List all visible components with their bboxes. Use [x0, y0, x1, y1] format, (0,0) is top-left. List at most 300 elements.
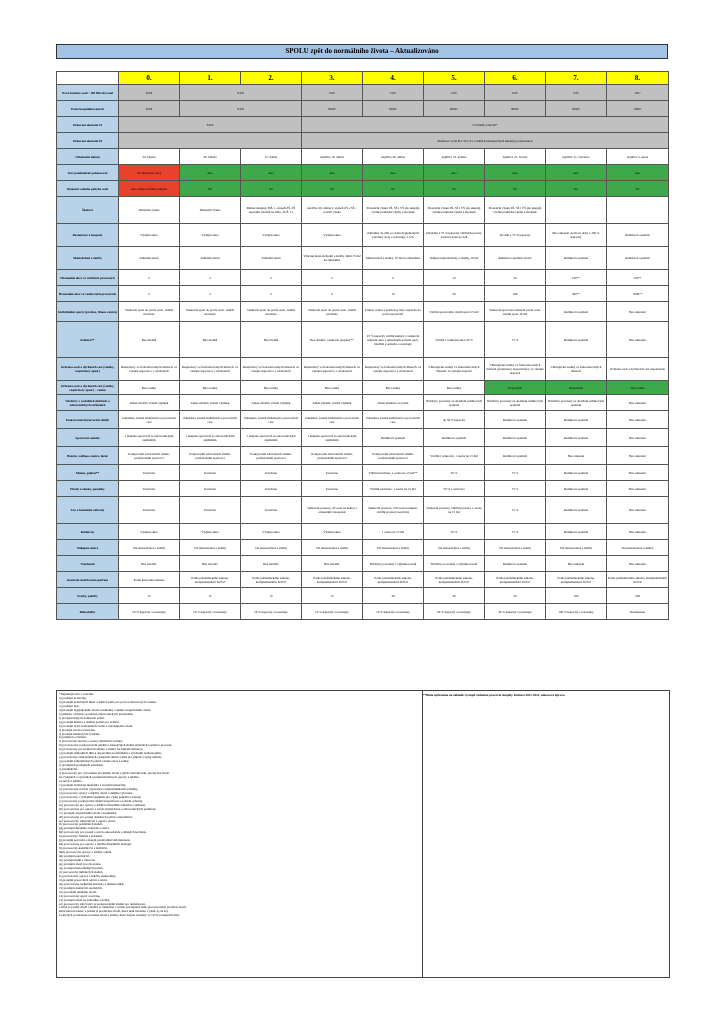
table-cell: 150>: [546, 85, 607, 101]
table-cell: Ano: [363, 165, 424, 181]
table-row: [57, 270, 669, 286]
table-cell: Viz maloobchod a služby: [546, 540, 607, 556]
footnote-line: u) servis a údržba,: [59, 779, 83, 783]
table-cell: 150>: [485, 85, 546, 101]
table-cell: Ano, zákaz nočního pohybu: [119, 181, 180, 197]
table-cell: Bez omezení: [607, 302, 669, 322]
table-cell: 1 skupina sportovců se zdravotnickým zajištěním: [302, 429, 363, 447]
table-cell: 22. března: [119, 149, 180, 165]
table-cell: 1000**: [607, 286, 669, 302]
table-cell: Návštěvy povoleny s výjimkou testů: [363, 556, 424, 572]
table-cell: 50: [485, 270, 546, 286]
row-label: Sportovní soutěže: [57, 429, 119, 447]
table-row: [57, 117, 669, 133]
document-page: [56, 44, 668, 620]
phase-header: 7.: [546, 72, 607, 85]
table-cell: 12. dubna: [241, 149, 302, 165]
table-cell: Podle krizového zákona: [119, 572, 180, 588]
row-label: Školství: [57, 197, 119, 224]
table-cell: Bez omezení: [607, 322, 669, 358]
table-cell: Chirurgické roušky ve frekventovaných místech: [546, 358, 607, 381]
table-cell: 250: [607, 588, 669, 604]
table-cell: Respirátory ve frekventovaných místech, ve veřejné dopravě a v obchodech: [302, 358, 363, 381]
phase-header-row: [57, 72, 669, 85]
footnote-line: rr) provozovny úklidových služeb,: [59, 870, 104, 874]
table-cell: Viz maloobchod a služby: [302, 540, 363, 556]
table-cell: Návštěvy povoleny za dodržení režimových opatření: [424, 395, 485, 411]
table-cell: Bez roušky: [363, 381, 424, 395]
table-cell: 5000>: [302, 101, 363, 117]
table-cell: 75 %: [485, 481, 546, 497]
table-cell: nejdříve 11. července: [546, 149, 607, 165]
row-label: Omezení volného pohybu osob: [57, 181, 119, 197]
table-cell: 2: [241, 270, 302, 286]
table-cell: nejdříve 31. května: [424, 149, 485, 165]
table-cell: Ano: [241, 165, 302, 181]
table-cell: Podle pandemického zákona, komplementární ZOVZ: [180, 572, 241, 588]
row-label: Stav pandemické pohotovosti: [57, 165, 119, 181]
table-cell: Výdejní okno: [180, 524, 241, 540]
row-label: Očkovaní ukazatel #2: [57, 133, 119, 149]
table-row: [57, 447, 669, 465]
footnote-line: bb) provozovny pro opravy a servis jízdních kol a zdravotnických pomůcek,: [59, 807, 157, 811]
table-cell: 100: [546, 588, 607, 604]
table-cell: Distanční výuka: [180, 197, 241, 224]
footnote-line: oo) prodejní knih a tiskovin,: [59, 859, 96, 863]
table-cell: Ano: [180, 165, 241, 181]
phase-header: 2.: [241, 72, 302, 85]
table-row: [57, 411, 669, 429]
table-cell: 150>: [302, 85, 363, 101]
table-cell: 10 % kapacity a rozestupy: [241, 604, 302, 620]
table-cell: Respirátory ve frekventovaných místech, ve veřejné dopravě a v obchodech: [119, 358, 180, 381]
table-row: [57, 322, 669, 358]
table-cell: Chirurgické roušky ve frekventovaných místech (respirátory doporučeny), ve veřejné dopravě: [485, 358, 546, 381]
row-label: Návštěvy v sociálních službách a zdravotnických zařízeních: [57, 395, 119, 411]
phase-header: 4.: [363, 72, 424, 85]
table-cell: Výdejní okno: [302, 224, 363, 247]
table-cell: Ne: [546, 181, 607, 197]
table-cell: 30: [363, 588, 424, 604]
table-cell: Viz maloobchod a služby: [607, 540, 669, 556]
row-label: Poskytování ubytovacích služeb: [57, 411, 119, 429]
footnote-line: *Nejnutější věci v rozsahu:: [59, 693, 94, 696]
table-cell: Výdejní okno: [180, 224, 241, 247]
table-cell: Režimová opatření: [546, 322, 607, 358]
table-cell: Nepovinné: [546, 381, 607, 395]
table-cell: Zahrádky do 22h, po dobu hygienických pravidel, stoly s rozestupy 1,5 m: [363, 224, 424, 247]
table-cell: Zákaz návštěv včetně výjimek: [302, 395, 363, 411]
table-cell: Venkovní sport do počtu osob, vnitřní uzavřeno: [241, 302, 302, 322]
table-cell: Bez návštěv: [180, 556, 241, 572]
row-label: Orientační datum: [57, 149, 119, 165]
table-cell: Podle pandemického zákona, komplementární ZOVZ: [607, 572, 669, 588]
table-cell: Bez omezení: [607, 465, 669, 481]
table-row: [57, 395, 669, 411]
table-cell: Ano: [607, 165, 669, 181]
table-cell: Poskytování zdravotních služeb, profesionální sportovci: [302, 447, 363, 465]
table-cell: Výdejní okno: [241, 524, 302, 540]
table-cell: XXX: [180, 101, 302, 117]
table-cell: Uzavřeno: [180, 481, 241, 497]
footnote-line: pp) prodejní zboží pro chovatele,: [59, 862, 102, 866]
table-cell: Výdejní okno: [241, 224, 302, 247]
table-cell: Základní zboží: [241, 247, 302, 270]
footnote-line: r) prodejních prodejních automatů,: [59, 764, 104, 768]
table-cell: Ne: [485, 181, 546, 197]
table-cell: [607, 197, 669, 224]
footnote-line: h) prodejní brýlí, kontaktních čoček a souvisejícího zboží,: [59, 724, 134, 728]
table-row: [57, 133, 669, 149]
table-cell: 2: [119, 270, 180, 286]
table-cell: Bez návštěv: [302, 556, 363, 572]
table-cell: Ne: [241, 181, 302, 197]
table-cell: Prezenční výuka ZŠ, SŠ i VŠ (do skupin) včetně praktické výuky a zkoušek: [424, 197, 485, 224]
row-label: Hromadné akce ve vnitřních prostorech: [57, 270, 119, 286]
table-cell: Ano: [424, 165, 485, 181]
row-label: Ochrana osob a dýchacích cest (roušky, respirátory apod.): [57, 358, 119, 381]
table-cell: 10 % kapacity a rozestupy: [363, 604, 424, 620]
row-label: Individuální sporty (profese, fitness centra): [57, 302, 119, 322]
footnotes-box: [56, 690, 670, 978]
footnote-line: mm) provozovny opravy a údržby oděvů,: [59, 851, 112, 855]
table-cell: Zakázáno, kromě služebních a pracovních cest: [363, 411, 424, 429]
table-cell: Podle pandemického zákona, komplementární ZOVZ: [424, 572, 485, 588]
table-cell: Veškeré maloobchody a služby, 10 m2: [424, 247, 485, 270]
table-cell: Režimová opatření: [546, 497, 607, 524]
footnote-line: m) provozovny poskytovatelů odtahů a asistenčních služeb silničních vozidel v provozu,: [59, 744, 173, 748]
phase-header: 1.: [180, 72, 241, 85]
table-cell: Venkovní sport do počtu osob, vnitřní uzavřeno: [302, 302, 363, 322]
row-label: Nákupní centra: [57, 540, 119, 556]
footnote-line: x) provozovny opravy a údržby obuvi a dalšího vybavení,: [59, 791, 133, 795]
table-cell: Ne: [180, 181, 241, 197]
table-cell: Uzavřeno: [119, 481, 180, 497]
footnote-line: kk) provozovny pro opravy a údržbu hudebních nástrojů,: [59, 843, 132, 847]
table-cell: Venkovní prostory, vnitřní prostory 1 osoba na 15 m2: [424, 497, 485, 524]
table-cell: Režimová opatření: [546, 411, 607, 429]
table-cell: Vnitřní sportoviště, vnější sport 15 m2: [424, 302, 485, 322]
table-cell: 50 % s rezervací: [424, 481, 485, 497]
footnote-line: g) prodejní krmiva a dalších potřeb pro zvířata,: [59, 720, 120, 724]
table-cell: 75 %: [485, 322, 546, 358]
table-cell: 2: [180, 270, 241, 286]
phase-header: 8.: [607, 72, 669, 85]
row-label: Kontrola dodržování opatření: [57, 572, 119, 588]
table-cell: Viz maloobchod a služby: [119, 540, 180, 556]
footnote-line: z) provozovny poskytování služeb bezpečnosti a požární ochrany,: [59, 799, 143, 803]
footnotes-left: [59, 693, 421, 918]
table-cell: 29. března: [180, 149, 241, 165]
footnote-line: b) prodejní pohonných hmot a dalších paliv pro provoz motorových vozidel,: [59, 700, 157, 704]
footnote-line: a) prodejní potraviny,: [59, 696, 87, 700]
table-cell: Režimová opatření: [546, 481, 607, 497]
table-cell: Režimová opatření: [485, 556, 546, 572]
table-row: [57, 572, 669, 588]
table-cell: Režimová opatření 10 m2: [485, 247, 546, 270]
table-cell: Ne (nouzový stav): [119, 165, 180, 181]
phase-header: 0.: [119, 72, 180, 85]
table-cell: Vybrané maloobchodní a služby, limit 15 m2 na zákazníka: [302, 247, 363, 270]
phase-header: 5.: [424, 72, 485, 85]
footnote-line: c) prodejní ptác,: [59, 704, 80, 708]
table-cell: Fitness centra a posilovny max. kapacita do počtu sportovišť: [363, 302, 424, 322]
table-cell: Viz maloobchod a služby: [180, 540, 241, 556]
table-cell: Režimová opatření: [546, 302, 607, 322]
table-cell: 3000>: [485, 101, 546, 117]
table-row: [57, 224, 669, 247]
phase-header: 3.: [302, 72, 363, 85]
table-cell: Zakázáno, kromě služebních a pracovních cest: [241, 411, 302, 429]
table-cell: 10 % kapacity a rozestupy: [302, 604, 363, 620]
table-cell: Vnitřní i venkovní akce 50 %: [424, 322, 485, 358]
row-label: Knihovny: [57, 524, 119, 540]
footnote-line: hh) provozovny pro prodej a servis autosedaček a dětských kočárků,: [59, 831, 147, 835]
table-cell: do 50 % kapacity: [424, 411, 485, 429]
table-cell: Režimová opatření: [546, 247, 607, 270]
table-row: [57, 101, 669, 117]
footnote-line: qq) prodejní kancelářských potřeb,: [59, 866, 104, 870]
table-cell: Uzavřeno: [241, 465, 302, 481]
table-cell: Ne: [607, 181, 669, 197]
table-cell: Režimová opatření: [546, 524, 607, 540]
footnote-line: yy) prodejní zboží na zahrádku a hobby,: [59, 898, 111, 902]
table-cell: Režimová opatření: [546, 429, 607, 447]
table-cell: Uzavřeno: [180, 497, 241, 524]
table-cell: Bez diváků: [180, 322, 241, 358]
table-cell: Návštěvy povoleny s výjimkou testů: [424, 556, 485, 572]
table-cell: Venkovní prostory, 50 osob na hektar s omezením vstupenek: [302, 497, 363, 524]
footnote-line: t) provozovny pro vyzvednutí prodaného zboží a jejich odstraňování, prodej bez zboží: [59, 772, 169, 776]
table-cell: 25 % kapacity vnitřní kultury a venkovní kulturní akce s omezeným počtem osob, hlediště a sedadla s rozestupy: [363, 322, 424, 358]
table-cell: Ano: [485, 165, 546, 181]
table-cell: Podle pandemického zákona, komplementární ZOVZ: [241, 572, 302, 588]
table-cell: Venkovní prostory, 150 osob na hektar, vnitřní prostory uzavřeny: [363, 497, 424, 524]
row-label: Ochrana osob a dýchacích cest (roušky, respirátory apod.) – venku: [57, 381, 119, 395]
table-cell: Ochrana osob a dýchacích cest doporučena: [607, 358, 669, 381]
table-cell: nejdříve 2. srpna: [607, 149, 669, 165]
table-cell: 100**: [546, 270, 607, 286]
footnote-line: ff) provozovny pohřebních služeb,: [59, 823, 104, 827]
table-cell: 40 % kapacity a rozestupy: [485, 604, 546, 620]
table-cell: Režimová opatření: [607, 247, 669, 270]
table-cell: 1 osoba na 15 m2: [363, 524, 424, 540]
footnote-line: ll) provozovny kadeřnictví a holičství,: [59, 847, 108, 851]
row-label: Hromadné akce ve venkovních prostorech: [57, 286, 119, 302]
table-cell: Bez diváků: [241, 322, 302, 358]
table-row: [57, 481, 669, 497]
table-cell: Nepovinné: [607, 381, 669, 395]
table-cell: Zákaz návštěv včetně výjimek: [180, 395, 241, 411]
page-title: SPOLU zpět do normálního života – Aktualizováno: [56, 44, 668, 59]
table-cell: Výdejní okno: [119, 524, 180, 540]
table-cell: Uzavřeno: [241, 481, 302, 497]
table-cell: Viz maloobchod a služby: [363, 540, 424, 556]
footnote-line: f) prodejní malých domácích zvířat,: [59, 716, 105, 720]
table-cell: Uzavřeno: [241, 497, 302, 524]
table-cell: Režimová opatření: [485, 411, 546, 429]
row-label: Všeobecně: [57, 556, 119, 572]
table-row: [57, 181, 669, 197]
footnote-line: uu) provozovny technické kontroly a měření emisí,: [59, 882, 125, 886]
table-cell: 15: [302, 588, 363, 604]
table-cell: Bez omezení: [607, 481, 669, 497]
row-label: Bohoslužby: [57, 604, 119, 620]
table-cell: Vnitřní i venkovní, 1 osoba na 15 m2: [424, 447, 485, 465]
table-cell: Zakázáno, kromě služebních a pracovních cest: [119, 411, 180, 429]
table-row: [57, 165, 669, 181]
footnote-line: ww) prodejní dětského zboží,: [59, 890, 97, 894]
table-cell: Bez roušky: [119, 381, 180, 395]
table-cell: Podle pandemického zákona, komplementární ZOVZ: [485, 572, 546, 588]
table-cell: 75 %: [485, 524, 546, 540]
table-cell: 2: [119, 286, 180, 302]
table-row: [57, 465, 669, 481]
table-cell: Bez omezení: [607, 429, 669, 447]
table-row: [57, 604, 669, 620]
table-cell: 15: [241, 588, 302, 604]
table-cell: Bez omezení: [546, 447, 607, 465]
table-row: [57, 524, 669, 540]
table-cell: Poskytování zdravotních služeb, profesionální sportovci: [180, 447, 241, 465]
table-cell: Neomezeno: [607, 604, 669, 620]
row-label: Očkovaní ukazatel #1: [57, 117, 119, 133]
table-cell: nejdříve 21. června: [485, 149, 546, 165]
table-row: [57, 556, 669, 572]
table-row: [57, 540, 669, 556]
footnote-line: ve kterých je nabízeno uvedené zboží a služby, které nejsou uvedeny ve výčtu prodejních míst.: [59, 914, 180, 918]
table-cell: 500**: [546, 286, 607, 302]
table-cell: Bez roušky: [302, 381, 363, 395]
table-cell: Režimová opatření: [607, 224, 669, 247]
footnote-line: vv) prodejní domácích spotřebičů,: [59, 886, 103, 890]
footnote-line: dd) provozovny pro prodej domácích potřeb a železářství,: [59, 815, 133, 819]
row-label: Kultura**: [57, 322, 119, 358]
table-cell: Maloobchod a služby, 10 m2 na zákazníka: [363, 247, 424, 270]
table-cell: Uzavřeno: [302, 465, 363, 481]
table-cell: 10: [363, 286, 424, 302]
table-cell: Bez omezení: [607, 497, 669, 524]
table-cell: Podle pandemického zákona, komplementární ZOVZ: [363, 572, 424, 588]
table-cell: Venkovní sport do počtu osob, vnitřní uzavřeno: [119, 302, 180, 322]
table-cell: Viz maloobchod a služby: [485, 540, 546, 556]
table-cell: Viz maloobchod a služby: [424, 540, 485, 556]
table-row: [57, 286, 669, 302]
table-cell: Zakázáno, kromě služebních a pracovních cest: [302, 411, 363, 429]
footnote-line: aa) provozovny pro opravy a údržbu zahradního nábytku a zařízení,: [59, 803, 146, 807]
table-cell: Distanční výuka: [119, 197, 180, 224]
table-cell: Návštěvy povoleny za dodržení režimových opatření: [546, 395, 607, 411]
table-cell: Bez omezení: [607, 395, 669, 411]
table-cell: 50 %: [424, 524, 485, 540]
row-label: Nové hodnoty osob / 100 000 obyvatel: [57, 85, 119, 101]
footnote-line: které není uvedeno, a pokud je prodáváno zboží, které není uvedeno v písm. a) až zz),: [59, 910, 169, 914]
table-cell: Nepovinné: [485, 381, 546, 395]
table-cell: Zákaz návštěv včetně výjimek: [119, 395, 180, 411]
footnotes-divider: [422, 691, 423, 977]
table-cell: Bez roušky: [241, 381, 302, 395]
table-cell: XXX: [119, 101, 180, 117]
table-row: [57, 358, 669, 381]
row-label: Počet hospitalizovaných: [57, 101, 119, 117]
footnote-line: cc) prodejní drogistického zboží a kosmetiky,: [59, 811, 118, 815]
table-cell: XXX: [119, 85, 180, 101]
table-cell: 150>: [363, 85, 424, 101]
table-cell: Zákaz návštěv včetně výjimek: [241, 395, 302, 411]
footnote-line: v) prodejní technické materiály a stavební materiály,: [59, 783, 126, 787]
table-cell: Bez omezení otevírací doby a 100 % kapacity: [546, 224, 607, 247]
measures-table: [56, 71, 669, 620]
table-cell: 1000>: [607, 101, 669, 117]
table-cell: Bez omezení: [607, 411, 669, 429]
table-cell: 2: [241, 286, 302, 302]
footnote-line: tt) prodejní pracovních oděvů a obuvi,: [59, 878, 108, 882]
table-row: [57, 247, 669, 270]
table-cell: 10 % kapacity a rozestupy: [180, 604, 241, 620]
table-row: [57, 197, 669, 224]
footnote-line: y) provozovny s výdejním okénkem pro výdej pokrmů a nápojů,: [59, 795, 142, 799]
footnote-line: s) květinářství,: [59, 768, 78, 772]
table-cell: XXX: [180, 85, 302, 101]
footnote-line: j) prodejní tabákových výrobků,: [59, 732, 101, 736]
table-cell: Poskytování zdravotních služeb, profesionální sportovci: [241, 447, 302, 465]
table-cell: 6: [363, 270, 424, 286]
table-cell: 1 skupina sportovců se zdravotnickým zajištěním: [180, 429, 241, 447]
table-cell: 2: [180, 286, 241, 302]
table-cell: Zakázáno, kromě služebních a pracovních cest: [180, 411, 241, 429]
footnote-line: na výdejních a výrobních prodejních místech, opravy a údržba,: [59, 776, 140, 780]
table-cell: Návštěvy povoleny za dodržení režimových opatření: [485, 395, 546, 411]
footnote-line: d) prodejní hygienického zboží, kosmetiky a jiného drogistického zboží,: [59, 708, 152, 712]
footnote-line: o) prodejní náhradních dílů k dopravním prostředkům a výrobním technologiím,: [59, 752, 162, 756]
table-cell: Prezenční výuka ZŠ, SŠ i VŠ (do skupin) včetně praktické výuky a zkoušek: [485, 197, 546, 224]
header-corner: [57, 72, 119, 85]
table-row: [57, 149, 669, 165]
table-cell: Bez omezení: [546, 556, 607, 572]
table-row: [57, 381, 669, 395]
table-cell: Režimová opatření: [546, 465, 607, 481]
footnote-line: k) prádelen a čistíren,: [59, 736, 87, 740]
table-row: [57, 497, 669, 524]
table-cell: Režimová opatření: [424, 429, 485, 447]
row-label: Maloobchod a služby: [57, 247, 119, 270]
row-label: Hrady a zámky, památky: [57, 481, 119, 497]
table-cell: Chirurgické roušky ve frekventovaných místech, ve veřejné dopravě: [424, 358, 485, 381]
table-cell: 50: [485, 588, 546, 604]
table-cell: Bez omezení: [607, 556, 669, 572]
table-cell: Respirátory ve frekventovaných místech, ve veřejné dopravě a v obchodech: [180, 358, 241, 381]
table-row: [57, 429, 669, 447]
footnote-line: nn) prodejní papírnictví,: [59, 855, 91, 859]
table-cell: 15: [180, 588, 241, 604]
footnote-line: q) prodejní zahradnických potřeb včetně osiva a sadby,: [59, 760, 130, 764]
footnote-line: gg) prodejní dětského oblečení a obuvi,: [59, 827, 110, 831]
table-cell: 20: [424, 286, 485, 302]
table-cell: 12: [424, 270, 485, 286]
footnote-line: ss) provozovny opravy a údržby elektroniky,: [59, 874, 116, 878]
table-cell: 75 %: [485, 497, 546, 524]
table-row: [57, 85, 669, 101]
table-cell: 150>: [424, 85, 485, 101]
footnote-line: e) lékáren, výdejen a prodejen zdravotnických prostředků,: [59, 712, 134, 716]
table-cell: Základní zboží: [119, 247, 180, 270]
table-cell: Do 24h a 75 % kapacity: [485, 224, 546, 247]
table-cell: Ne: [424, 181, 485, 197]
table-cell: Bez omezení: [607, 447, 669, 465]
table-cell: Zahrádky a 75 % kapacity vnitřních prostor, zavírací doba do 22h: [424, 224, 485, 247]
table-row: [57, 588, 669, 604]
table-cell: Vnitřní uzavřeno, 1 osoba na 15 m2**: [363, 465, 424, 481]
